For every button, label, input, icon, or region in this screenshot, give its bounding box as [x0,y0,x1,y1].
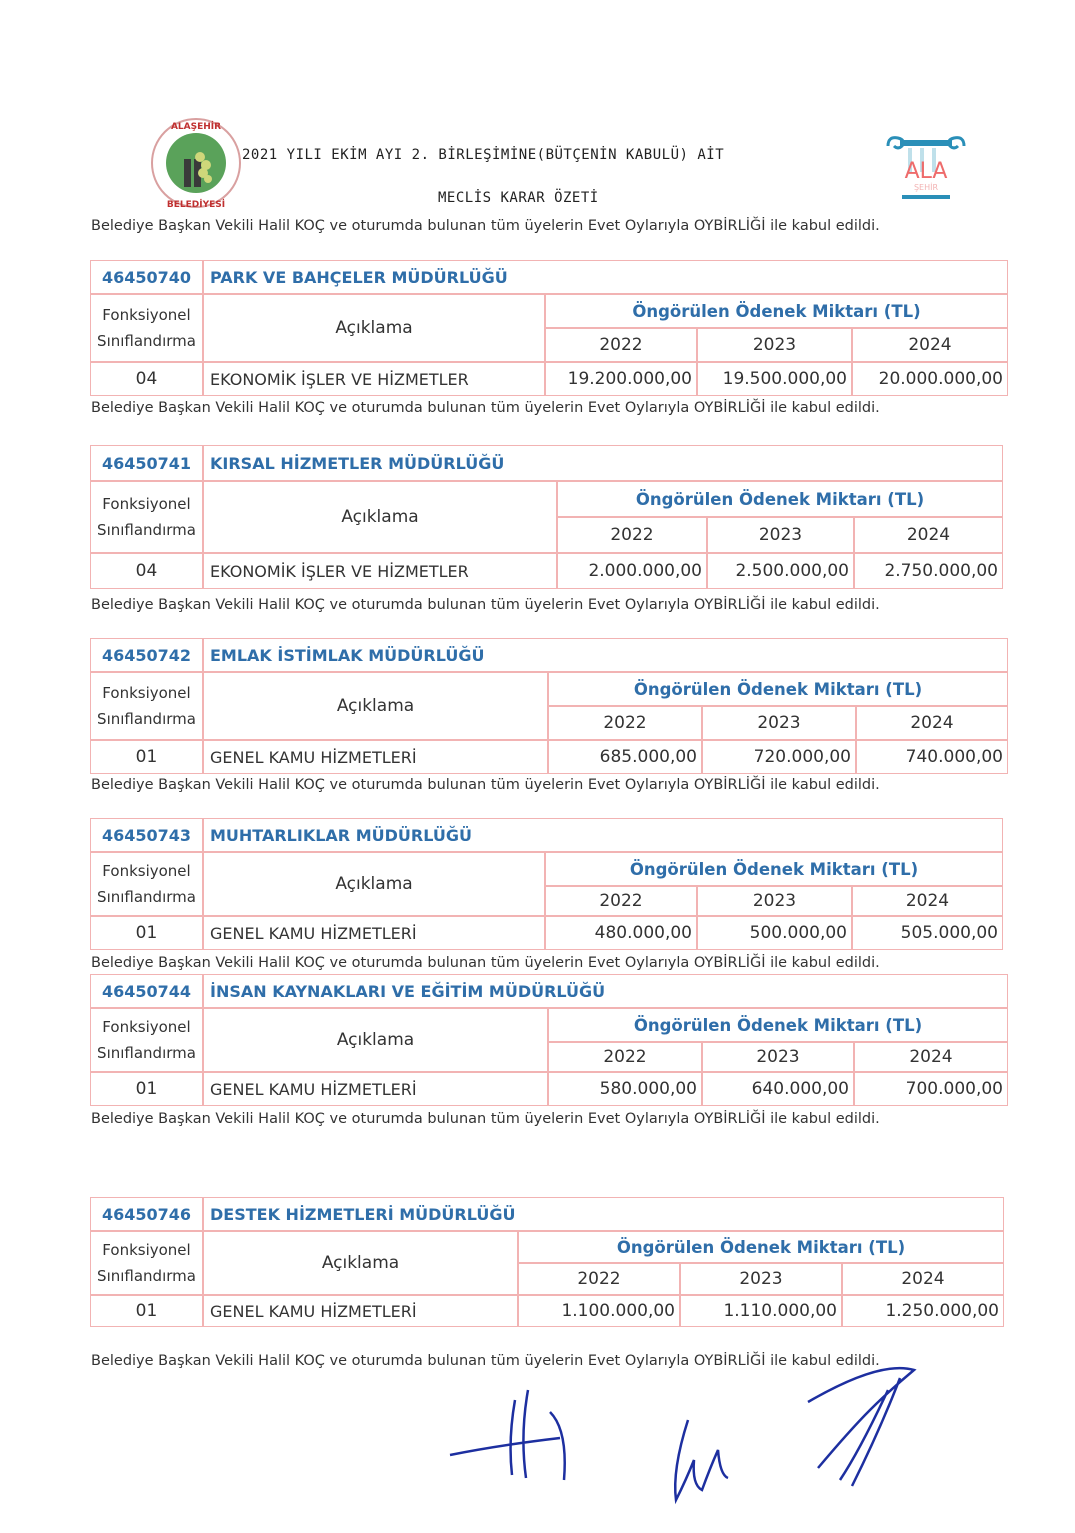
approval-note: Belediye Başkan Vekili Halil KOÇ ve oturumda bulunan tüm üyelerin Evet Oylarıyla OYBİRLİĞİ ile kabul edildi. [91,1353,880,1369]
fonk-label-line1: Fonksiyonel [102,306,191,324]
amount-value: 505.000,00 [852,916,1003,950]
budget-code: 46450746 [90,1197,203,1231]
intro-note: Belediye Başkan Vekili Halil KOÇ ve oturumda bulunan tüm üyelerin Evet Oylarıyla OYBİRLİĞİ ile kabul edildi. [91,218,880,234]
year-header: 2024 [854,1042,1008,1072]
approval-note: Belediye Başkan Vekili Halil KOÇ ve oturumda bulunan tüm üyelerin Evet Oylarıyla OYBİRLİĞİ ile kabul edildi. [91,955,880,971]
allocation-header: Öngörülen Ödenek Miktarı (TL) [557,481,1003,517]
function-description: EKONOMİK İŞLER VE HİZMETLER [203,553,557,589]
function-code: 01 [90,1295,203,1327]
year-header: 2024 [852,328,1008,362]
year-header: 2022 [548,706,702,740]
department-name: EMLAK İSTİMLAK MÜDÜRLÜĞÜ [203,638,1008,672]
page-subtitle: MECLİS KARAR ÖZETİ [438,190,599,206]
approval-note: Belediye Başkan Vekili Halil KOÇ ve oturumda bulunan tüm üyelerin Evet Oylarıyla OYBİRLİĞİ ile kabul edildi. [91,597,880,613]
amount-value: 19.500.000,00 [697,362,852,396]
year-header: 2023 [702,706,856,740]
year-header: 2022 [557,517,707,553]
year-header: 2023 [697,328,852,362]
department-name: İNSAN KAYNAKLARI VE EĞİTİM MÜDÜRLÜĞÜ [203,974,1008,1008]
budget-table [90,445,1008,585]
description-header: Açıklama [203,481,557,553]
description-header: Açıklama [203,294,545,362]
year-header: 2023 [697,886,852,916]
functional-classification-header [90,294,203,362]
fonk-label-line2: Sınıflandırma [97,1267,196,1285]
budget-table [90,818,1008,958]
budget-code: 46450742 [90,638,203,672]
fonk-label-line1: Fonksiyonel [102,684,191,702]
amount-value: 640.000,00 [702,1072,854,1106]
fonk-label-line2: Sınıflandırma [97,710,196,728]
year-header: 2024 [854,517,1003,553]
department-name: MUHTARLIKLAR MÜDÜRLÜĞÜ [203,818,1003,852]
budget-table [90,1197,1008,1337]
amount-value: 700.000,00 [854,1072,1008,1106]
function-code: 01 [90,916,203,950]
description-header: Açıklama [203,1008,548,1072]
approval-note: Belediye Başkan Vekili Halil KOÇ ve oturumda bulunan tüm üyelerin Evet Oylarıyla OYBİRLİĞİ ile kabul edildi. [91,777,880,793]
allocation-header: Öngörülen Ödenek Miktarı (TL) [518,1231,1004,1263]
svg-text:BELEDİYESİ: BELEDİYESİ [166,200,226,210]
svg-text:ALA: ALA [904,159,948,184]
amount-value: 2.500.000,00 [707,553,854,589]
amount-value: 1.110.000,00 [680,1295,842,1327]
fonk-label-line2: Sınıflandırma [97,521,196,539]
description-header: Açıklama [203,1231,518,1295]
description-header: Açıklama [203,672,548,740]
allocation-header: Öngörülen Ödenek Miktarı (TL) [548,672,1008,706]
functional-classification-header [90,1231,203,1295]
department-name: DESTEK HİZMETLERİ MÜDÜRLÜĞÜ [203,1197,1004,1231]
budget-table [90,974,1008,1114]
fonk-label-line1: Fonksiyonel [102,495,191,513]
function-code: 04 [90,362,203,396]
page-title: 2021 YILI EKİM AYI 2. BİRLEŞİMİNE(BÜTÇENİN KABULÜ) AİT [242,147,725,163]
seal-logo [148,115,244,211]
amount-value: 1.250.000,00 [842,1295,1004,1327]
function-description: GENEL KAMU HİZMETLERİ [203,916,545,950]
allocation-header: Öngörülen Ödenek Miktarı (TL) [545,852,1003,886]
function-description: EKONOMİK İŞLER VE HİZMETLER [203,362,545,396]
fonk-label-line2: Sınıflandırma [97,888,196,906]
budget-table [90,638,1008,778]
handwritten-signatures [440,1350,940,1510]
budget-code: 46450743 [90,818,203,852]
function-description: GENEL KAMU HİZMETLERİ [203,1295,518,1327]
budget-code: 46450741 [90,445,203,481]
amount-value: 720.000,00 [702,740,856,774]
amount-value: 740.000,00 [856,740,1008,774]
fonk-label-line1: Fonksiyonel [102,1018,191,1036]
approval-note: Belediye Başkan Vekili Halil KOÇ ve oturumda bulunan tüm üyelerin Evet Oylarıyla OYBİRLİĞİ ile kabul edildi. [91,1111,880,1127]
year-header: 2022 [518,1263,680,1295]
budget-table [90,260,1008,400]
svg-text:ŞEHİR: ŞEHİR [913,183,939,192]
year-header: 2023 [702,1042,854,1072]
fonk-label-line2: Sınıflandırma [97,332,196,350]
function-code: 01 [90,1072,203,1106]
year-header: 2022 [545,886,697,916]
amount-value: 580.000,00 [548,1072,702,1106]
description-header: Açıklama [203,852,545,916]
approval-note: Belediye Başkan Vekili Halil KOÇ ve oturumda bulunan tüm üyelerin Evet Oylarıyla OYBİRLİĞİ ile kabul edildi. [91,400,880,416]
function-description: GENEL KAMU HİZMETLERİ [203,1072,548,1106]
allocation-header: Öngörülen Ödenek Miktarı (TL) [545,294,1008,328]
year-header: 2022 [545,328,697,362]
budget-code: 46450744 [90,974,203,1008]
allocation-header: Öngörülen Ödenek Miktarı (TL) [548,1008,1008,1042]
amount-value: 20.000.000,00 [852,362,1008,396]
svg-text:ALAŞEHİR: ALAŞEHİR [170,122,222,132]
fonk-label-line2: Sınıflandırma [97,1044,196,1062]
function-code: 04 [90,553,203,589]
amount-value: 500.000,00 [697,916,852,950]
fonk-label-line1: Fonksiyonel [102,862,191,880]
functional-classification-header [90,852,203,916]
amount-value: 2.750.000,00 [854,553,1003,589]
functional-classification-header [90,1008,203,1072]
amount-value: 2.000.000,00 [557,553,707,589]
amount-value: 685.000,00 [548,740,702,774]
amount-value: 1.100.000,00 [518,1295,680,1327]
year-header: 2022 [548,1042,702,1072]
year-header: 2024 [842,1263,1004,1295]
budget-code: 46450740 [90,260,203,294]
year-header: 2023 [680,1263,842,1295]
year-header: 2024 [852,886,1003,916]
function-code: 01 [90,740,203,774]
functional-classification-header [90,481,203,553]
amount-value: 19.200.000,00 [545,362,697,396]
function-description: GENEL KAMU HİZMETLERİ [203,740,548,774]
ala-sehir-logo [882,132,970,204]
department-name: PARK VE BAHÇELER MÜDÜRLÜĞÜ [203,260,1008,294]
fonk-label-line1: Fonksiyonel [102,1241,191,1259]
amount-value: 480.000,00 [545,916,697,950]
functional-classification-header [90,672,203,740]
year-header: 2024 [856,706,1008,740]
department-name: KIRSAL HİZMETLER MÜDÜRLÜĞÜ [203,445,1003,481]
year-header: 2023 [707,517,854,553]
